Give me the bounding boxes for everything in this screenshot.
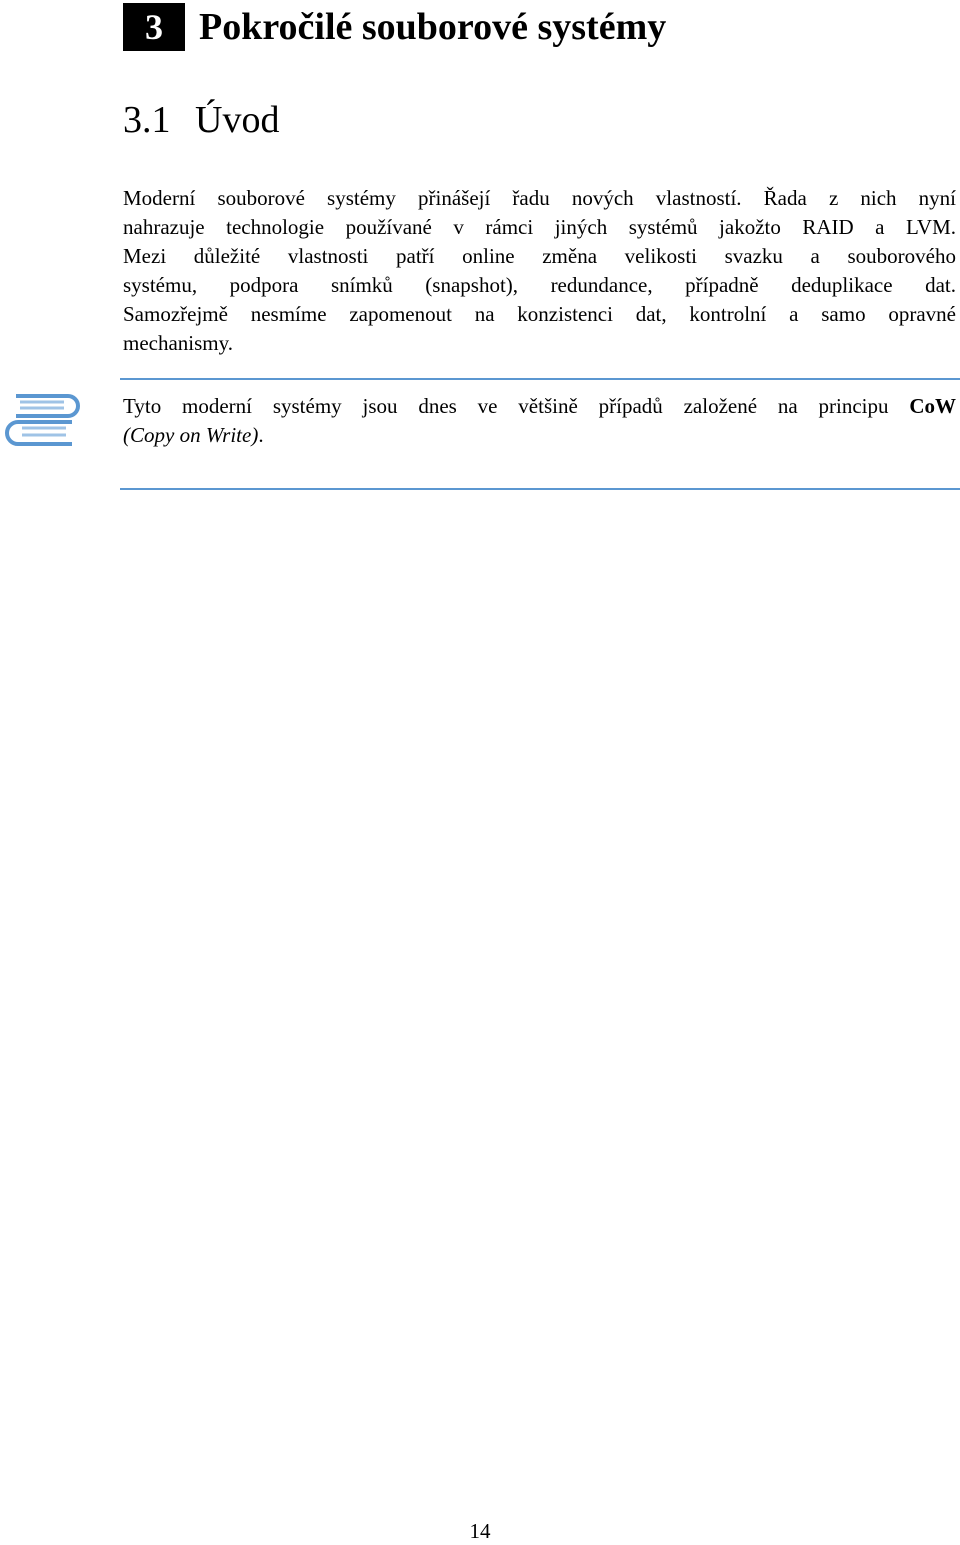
chapter-number: 3 [123, 3, 185, 51]
paragraph-line: Moderní souborové systémy přinášejí řadu nových vlastností. Řada z nich nyní [123, 186, 956, 210]
section-title: Úvod [195, 99, 280, 141]
paragraph-line: Mezi důležité vlastnosti patří online změna velikosti svazku a souborového [123, 244, 956, 268]
section-heading [123, 98, 279, 142]
page-number: 14 [469, 1519, 491, 1543]
note-text: Tyto moderní systémy jsou dnes ve většině případů založené na principu [123, 394, 910, 418]
paragraph-line: nahrazuje technologie používané v rámci jiných systémů jakožto RAID a LVM. [123, 215, 956, 239]
section-number: 3.1 [123, 99, 171, 141]
intro-paragraph [123, 184, 956, 358]
note-bottom-rule [120, 488, 960, 490]
note-paragraph [123, 392, 956, 450]
paragraph-line: Samozřejmě nesmíme zapomenout na konzistenci dat, kontrolní a samo opravné [123, 302, 956, 326]
note-line [123, 392, 956, 421]
note-line [123, 421, 956, 450]
note-end: . [258, 423, 264, 447]
chapter-title: Pokročilé souborové systémy [199, 6, 667, 48]
chapter-heading [123, 3, 666, 51]
cow-expansion: (Copy on Write) [123, 423, 259, 447]
paragraph-line: mechanismy. [123, 331, 234, 355]
books-icon [2, 392, 84, 454]
cow-term: CoW [909, 394, 956, 418]
paragraph-line: systému, podpora snímků (snapshot), redundance, případně deduplikace dat. [123, 273, 956, 297]
note-top-rule [120, 378, 960, 380]
